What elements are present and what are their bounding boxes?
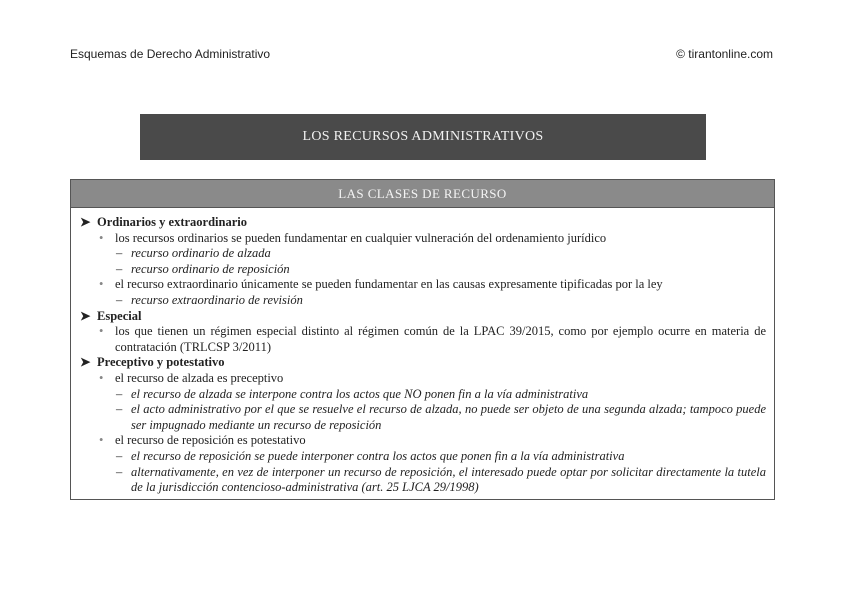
bullet-item-text: los recursos ordinarios se pueden fundamentar en cualquier vulneración del ordenamiento jurídico xyxy=(115,230,607,245)
section-heading-text: Preceptivo y potestativo xyxy=(97,355,225,370)
sub-item-text: el acto administrativo por el que se resuelve el recurso de alzada, no puede ser objeto de una segunda alzada; tampoco puede ser impugnado mediante un recurso de reposición xyxy=(131,402,766,432)
page-title: LOS RECURSOS ADMINISTRATIVOS xyxy=(140,114,706,160)
sub-item xyxy=(80,262,766,278)
dash-bullet-icon: – xyxy=(116,261,123,276)
sub-item-text: recurso extraordinario de revisión xyxy=(131,292,303,307)
bullet-item xyxy=(80,371,766,387)
sub-item xyxy=(80,246,766,262)
sub-item-text: el recurso de alzada se interpone contra los actos que NO ponen fin a la vía administrativa xyxy=(131,386,589,401)
bullet-item xyxy=(80,324,766,355)
running-header-copyright: © tirantonline.com xyxy=(676,47,773,61)
section-heading xyxy=(80,309,766,325)
dash-bullet-icon: – xyxy=(116,386,123,401)
dot-bullet-icon: • xyxy=(99,370,104,385)
dot-bullet-icon: • xyxy=(99,433,104,448)
sub-item xyxy=(80,449,766,465)
box-title: LAS CLASES DE RECURSO xyxy=(71,180,774,208)
sub-item xyxy=(80,465,766,496)
sub-item xyxy=(80,402,766,433)
dash-bullet-icon: – xyxy=(116,292,123,307)
bullet-item xyxy=(80,277,766,293)
outline xyxy=(71,208,774,496)
bullet-item xyxy=(80,231,766,247)
dash-bullet-icon: – xyxy=(116,402,123,417)
dot-bullet-icon: • xyxy=(99,230,104,245)
dash-bullet-icon: – xyxy=(116,464,123,479)
content-box xyxy=(70,179,775,500)
bullet-item-text: los que tienen un régimen especial distinto al régimen común de la LPAC 39/2015, como por ejemplo ocurre en materia de contratación (TRLCSP 3/2011) xyxy=(115,324,766,354)
sub-item-text: el recurso de reposición se puede interponer contra los actos que ponen fin a la vía administrativa xyxy=(131,448,625,463)
section-heading xyxy=(80,215,766,231)
dash-bullet-icon: – xyxy=(116,448,123,463)
sub-item xyxy=(80,387,766,403)
section-heading-text: Especial xyxy=(97,308,142,323)
section-heading xyxy=(80,355,766,371)
bullet-item xyxy=(80,433,766,449)
bullet-item-text: el recurso de alzada es preceptivo xyxy=(115,370,284,385)
dot-bullet-icon: • xyxy=(99,277,104,292)
sub-item-text: alternativamente, en vez de interponer un recurso de reposición, el interesado puede optar por solicitar directamente la tutela de la jurisdicción contencioso-administrativa (art. 25 LJCA 29/1998) xyxy=(131,464,766,495)
sub-item-text: recurso ordinario de alzada xyxy=(131,246,271,261)
dot-bullet-icon: • xyxy=(99,324,104,339)
bullet-item-text: el recurso de reposición es potestativo xyxy=(115,433,306,448)
section-heading-text: Ordinarios y extraordinario xyxy=(97,215,247,229)
arrow-bullet-icon: ➤ xyxy=(80,308,91,323)
sub-item xyxy=(80,293,766,309)
arrow-bullet-icon: ➤ xyxy=(80,215,91,229)
dash-bullet-icon: – xyxy=(116,246,123,261)
sub-item-text: recurso ordinario de reposición xyxy=(131,261,290,276)
bullet-item-text: el recurso extraordinario únicamente se pueden fundamentar en las causas expresamente tipificadas por la ley xyxy=(115,277,663,292)
running-header-title: Esquemas de Derecho Administrativo xyxy=(70,47,271,61)
arrow-bullet-icon: ➤ xyxy=(80,355,91,370)
